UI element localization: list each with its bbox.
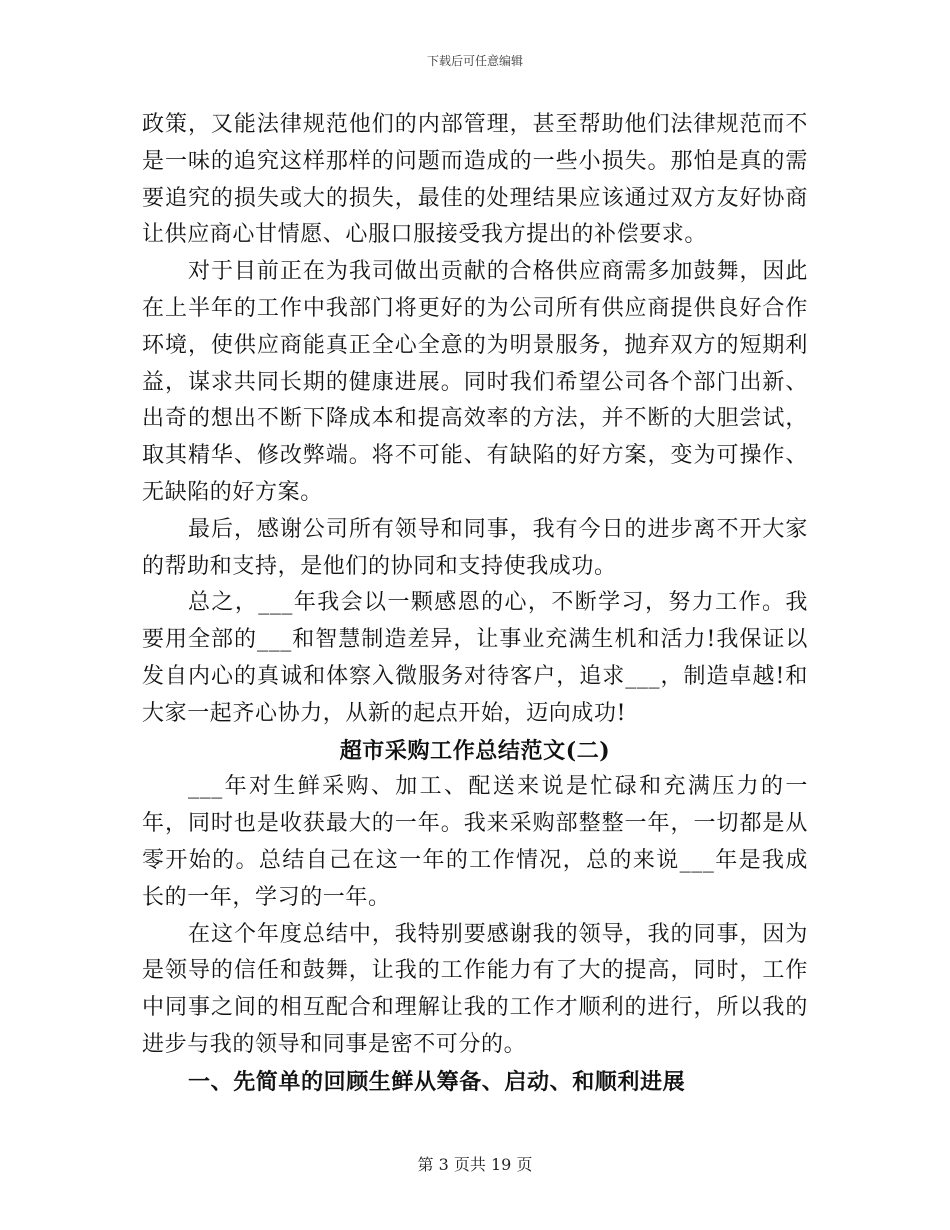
page-footer: 第 3 页共 19 页 bbox=[417, 1155, 533, 1174]
paragraph-2: 对于目前正在为我司做出贡献的合格供应商需多加鼓舞，因此在上半年的工作中我部门将更好的为公司所有供应商提供良好合作环境，使供应商能真正全心全意的为明景服务，抛弃双方的短期利益，谋求共同长期的健康进展。同时我们希望公司各个部门出新、出奇的想出不断下降成本和提高效率的方法，并不断的大胆尝试，取其精华、修改弊端。将不可能、有缺陷的好方案，变为可操作、无缺陷的好方案。 bbox=[142, 259, 808, 505]
section-paragraph-1: ___年对生鲜采购、加工、配送来说是忙碌和充满压力的一年，同时也是收获最大的一年。我来采购部整整一年，一切都是从零开始的。总结自己在这一年的工作情况，总的来说___年是我成长的一年，学习的一年。 bbox=[142, 774, 808, 910]
section-title: 超市采购工作总结范文(二) bbox=[339, 737, 611, 764]
paragraph-1: 政策，又能法律规范他们的内部管理，甚至帮助他们法律规范而不是一味的追究这样那样的问题而造成的一些小损失。那怕是真的需要追究的损失或大的损失，最佳的处理结果应该通过双方友好协商让供应商心甘情愿、心服口服接受我方提出的补偿要求。 bbox=[142, 112, 808, 248]
document-body bbox=[142, 107, 808, 1101]
paragraph-3: 最后，感谢公司所有领导和同事，我有今日的进步离不开大家的帮助和支持，是他们的协同和支持使我成功。 bbox=[142, 516, 808, 579]
section-paragraph-2: 在这个年度总结中，我特别要感谢我的领导，我的同事，因为是领导的信任和鼓舞，让我的工作能力有了大的提高，同时，工作中同事之间的相互配合和理解让我的工作才顺利的进行，所以我的进步与我的领导和同事是密不可分的。 bbox=[142, 921, 808, 1057]
subheading: 一、先简单的回顾生鲜从筹备、启动、和顺利进展 bbox=[188, 1068, 686, 1095]
page-header: 下载后可任意编辑 bbox=[426, 54, 523, 68]
paragraph-4: 总之，___年我会以一颗感恩的心，不断学习，努力工作。我要用全部的___和智慧制造差异，让事业充满生机和活力!我保证以发自内心的真诚和体察入微服务对待客户，追求___，制造卓越!和大家一起齐心协力，从新的起点开始，迈向成功! bbox=[142, 590, 808, 726]
